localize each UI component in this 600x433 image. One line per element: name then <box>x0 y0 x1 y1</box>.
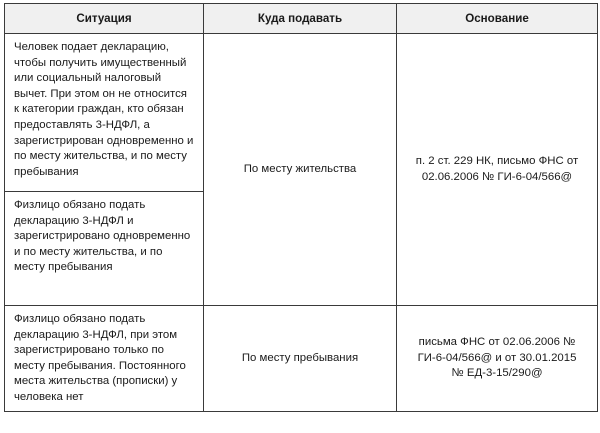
declaration-table <box>4 3 598 412</box>
situation-text: Человек подает декларацию, чтобы получить имущественный или социальный налоговый вычет. При этом он не относится к категории граждан, кто обязан предоставлять 3-НДФЛ, а зарегистрирован одновременно и по месту жительства, и по месту пребывания <box>14 41 194 178</box>
table-row <box>5 34 598 192</box>
situation-cell <box>5 306 204 412</box>
situation-cell <box>5 34 204 192</box>
table-header-row <box>5 4 598 34</box>
situation-text: Физлицо обязано подать декларацию 3-НДФЛ и зарегистрировано одновременно и по месту жительства, и по месту пребывания <box>14 199 191 274</box>
where-text: По месту пребывания <box>241 351 359 364</box>
basis-cell <box>397 306 598 412</box>
situation-cell <box>5 192 204 306</box>
header-situation: Ситуация <box>5 4 204 34</box>
basis-text: письма ФНС от 02.06.2006 № ГИ-6-04/566@ и от 30.01.2015 № ЕД-3-15/290@ <box>417 336 577 380</box>
basis-cell <box>397 34 598 306</box>
where-cell <box>204 306 397 412</box>
header-where-to-file: Куда подавать <box>204 4 397 34</box>
basis-text: п. 2 ст. 229 НК, письмо ФНС от 02.06.2006 № ГИ-6-04/566@ <box>415 154 579 183</box>
table-row <box>5 306 598 412</box>
where-text: По месту жительства <box>243 162 357 175</box>
header-basis: Основание <box>397 4 598 34</box>
where-cell <box>204 34 397 306</box>
situation-text: Физлицо обязано подать декларацию 3-НДФЛ, при этом зарегистрировано только по месту пребывания. Постоянного места жительства (прописки) у человека нет <box>14 313 186 403</box>
